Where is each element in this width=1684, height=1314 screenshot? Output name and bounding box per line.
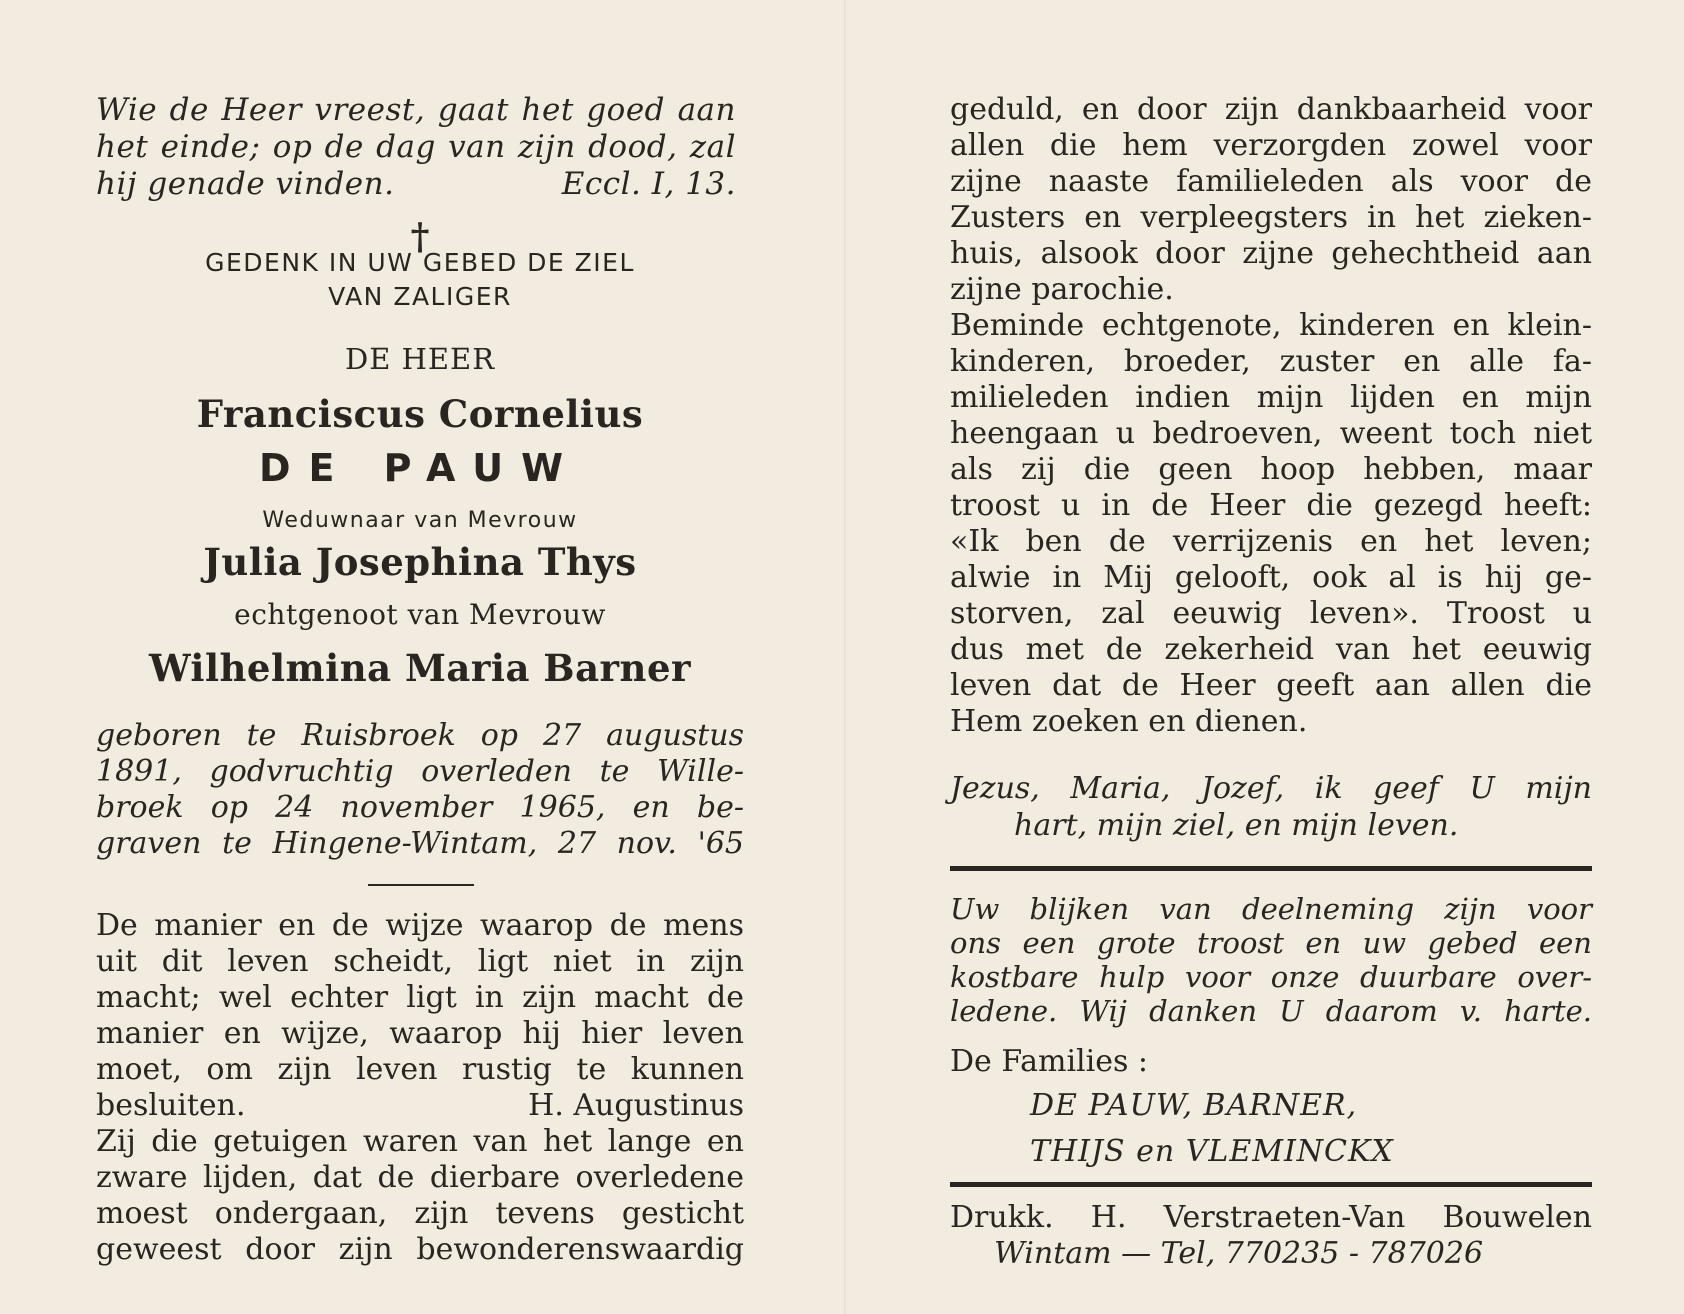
scripture-quote — [96, 92, 736, 203]
prayer-line: hart, mijn ziel, en mijn leven. — [1014, 808, 1459, 843]
birth-death-text — [96, 718, 744, 862]
augustinus-line: besluiten. — [96, 1088, 246, 1123]
family-names-2: THIJS en VLEMINCKX — [1030, 1134, 1394, 1169]
family-names-1: DE PAUW, BARNER, — [1030, 1088, 1358, 1123]
cross-icon: † — [410, 216, 430, 258]
witness-line: zware lijden, dat de dierbare overledene — [96, 1160, 744, 1195]
comfort-line: heengaan u bedroeven, weent toch niet — [950, 416, 1592, 451]
witness-line: Zij die getuigen waren van het lange en — [96, 1124, 744, 1159]
second-wife-name: Wilhelmina Maria Barner — [149, 646, 691, 690]
augustinus-text — [96, 908, 744, 1268]
thick-rule — [950, 866, 1592, 871]
quote-last-row — [96, 166, 736, 203]
body-line: Zusters en verpleegsters in het zieken- — [950, 200, 1592, 235]
spouse-label: echtgenoot van Mevrouw — [234, 598, 606, 631]
divider — [368, 884, 474, 886]
body-line: geduld, en door zijn dankbaarheid voor — [950, 92, 1592, 127]
printer-line: Drukk. H. Verstraeten-Van Bouwelen — [950, 1200, 1592, 1235]
prayer-text — [950, 770, 1592, 844]
body-line: zijne parochie. — [950, 272, 1174, 307]
quote-line: het einde; op de dag van zijn dood, zal — [96, 129, 736, 165]
thick-rule — [950, 1182, 1592, 1187]
right-body-text — [950, 92, 1592, 740]
comfort-line: Hem zoeken en dienen. — [950, 704, 1308, 739]
prayer-line: Jezus, Maria, Jozef, ik geef U mijn — [950, 771, 1592, 806]
augustinus-line: De manier en de wijze waarop de mens — [96, 908, 744, 943]
gedenk-line-1: GEDENK IN UW GEBED DE ZIEL — [205, 248, 635, 277]
body-line: zijne naaste familieleden als voor de — [950, 164, 1592, 199]
quote-reference: Eccl. I, 13. — [561, 166, 736, 202]
birth-line: broek op 24 november 1965, en be- — [96, 790, 744, 825]
printer-line: Wintam — Tel, 770235 - 787026 — [994, 1236, 1484, 1271]
body-line: allen die hem verzorgden zowel voor — [950, 128, 1592, 163]
comfort-line: troost u in de Heer die gezegd heeft: — [950, 488, 1592, 523]
augustinus-reference: H. Augustinus — [528, 1088, 744, 1123]
birth-line: 1891, godvruchtig overleden te Wille- — [96, 754, 744, 789]
augustinus-last-row — [96, 1088, 744, 1124]
comfort-line: dus met de zekerheid van het eeuwig — [950, 632, 1592, 667]
comfort-line: «Ik ben de verrijzenis en het leven; — [950, 524, 1592, 559]
birth-line: geboren te Ruisbroek op 27 augustus — [96, 718, 744, 753]
thanks-line: Uw blijken van deelneming zijn voor — [950, 892, 1592, 926]
body-line: huis, alsook door zijne gehechtheid aan — [950, 236, 1592, 271]
augustinus-line: macht; wel echter ligt in zijn macht de — [96, 980, 744, 1015]
comfort-line: Beminde echtgenote, kinderen en klein- — [950, 308, 1592, 343]
comfort-line: leven dat de Heer geeft aan allen die — [950, 668, 1592, 703]
quote-line: hij genade vinden. — [96, 166, 395, 202]
gedenk-line-2: VAN ZALIGER — [328, 282, 512, 311]
deceased-surname: DE PAUW — [258, 446, 582, 490]
comfort-line: kinderen, broeder, zuster en alle fa- — [950, 344, 1592, 379]
witness-line: geweest door zijn bewonderenswaardig — [96, 1232, 744, 1267]
first-wife-name: Julia Josephina Thys — [203, 540, 637, 584]
comfort-line: als zij die geen hoop hebben, maar — [950, 452, 1592, 487]
widower-label: Weduwnaar van Mevrouw — [262, 508, 578, 533]
augustinus-line: manier en wijze, waarop hij hier leven — [96, 1016, 744, 1051]
comfort-line: storven, zal eeuwig leven». Troost u — [950, 596, 1592, 631]
augustinus-line: uit dit leven scheidt, ligt niet in zijn — [96, 944, 744, 979]
quote-line: Wie de Heer vreest, gaat het goed aan — [96, 92, 736, 128]
comfort-line: milieleden indien mijn lijden en mijn — [950, 380, 1592, 415]
witness-line: moest ondergaan, zijn tevens gesticht — [96, 1196, 744, 1231]
printer-imprint — [950, 1200, 1592, 1272]
thanks-text — [950, 892, 1592, 1028]
card-fold — [844, 0, 846, 1314]
thanks-line: kostbare hulp voor onze duurbare over- — [950, 960, 1592, 994]
thanks-line: ons een grote troost en uw gebed een — [950, 926, 1592, 960]
families-label: De Families : — [950, 1044, 1149, 1079]
de-heer: DE HEER — [344, 342, 496, 376]
deceased-first-names: Franciscus Cornelius — [196, 392, 644, 436]
birth-line: graven te Hingene-Wintam, 27 nov. '65 — [96, 826, 744, 861]
comfort-line: alwie in Mij gelooft, ook al is hij ge- — [950, 560, 1592, 595]
augustinus-line: moet, om zijn leven rustig te kunnen — [96, 1052, 744, 1087]
thanks-line: ledene. Wij danken U daarom v. harte. — [950, 994, 1592, 1028]
